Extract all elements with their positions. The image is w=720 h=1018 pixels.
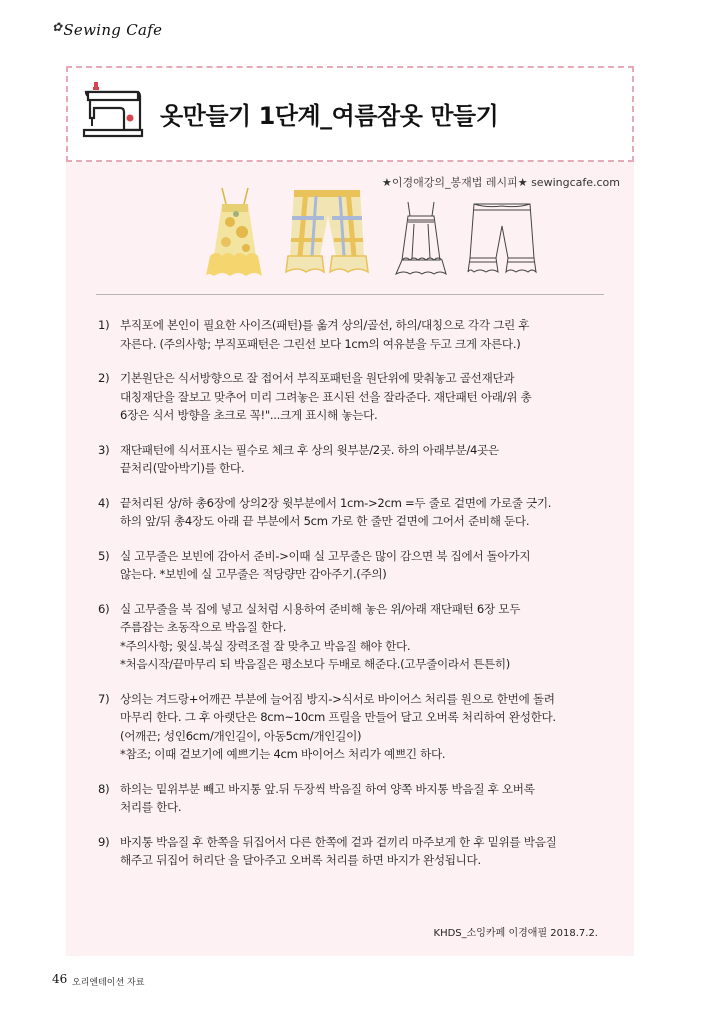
step-text: 않는다. *보빈에 실 고무줄은 적당량만 감아주기.(주의)	[120, 567, 387, 581]
logo-text: Sewing Cafe	[63, 21, 163, 39]
step-number: 5)	[98, 548, 110, 563]
step-text: 상의는 겨드랑+어깨끈 부분에 늘어짐 방지->식서로 바이어스 처리를 원으로 한번에 돌려	[120, 691, 555, 706]
step-text: 실 고무줄은 보빈에 감아서 준비->이때 실 고무줄은 많이 감으면 북 집에서 돌아가지	[120, 548, 531, 563]
step-item	[98, 833, 608, 870]
step-number: 4)	[98, 495, 110, 510]
step-text: 6장은 식서 방향을 초크로 꼭!"...크게 표시해 놓는다.	[120, 408, 378, 422]
pants-sketch	[466, 200, 538, 280]
step-number: 8)	[98, 781, 110, 796]
step-item	[98, 316, 608, 353]
step-number: 7)	[98, 691, 110, 706]
step-text: 해주고 뒤집어 허리단 을 달아주고 오버록 처리를 하면 바지가 완성됩니다.	[120, 853, 481, 867]
dress-sketch	[386, 200, 456, 280]
step-item	[98, 547, 608, 584]
sewing-machine-icon	[80, 78, 146, 144]
step-text: (어깨끈; 성인6cm/개인길이, 아동5cm/개인길이)	[120, 728, 362, 743]
step-text: 바지통 박음질 후 한쪽을 뒤집어서 다른 한쪽에 겉과 겉끼리 마주보게 한 후 밑위를 박음질	[120, 834, 557, 849]
page-source-label: 오리엔테이션 자료	[72, 978, 145, 988]
step-text: *처음시작/끝마무리 되 박음질은 평소보다 두배로 해준다.(고무줄이라서 튼튼히)	[120, 657, 511, 671]
step-item	[98, 494, 608, 531]
step-text: 마무리 한다. 그 후 아랫단은 8cm~10cm 프릴을 만들어 달고 오버록 처리하여 완성한다.	[120, 710, 556, 724]
step-number: 6)	[98, 601, 110, 616]
step-text: 끝처리(말아박기)를 한다.	[120, 461, 245, 475]
step-item	[98, 600, 608, 674]
step-number: 9)	[98, 834, 110, 849]
recipe-credit: ★이경애강의_봉재법 레시피★ sewingcafe.com	[381, 176, 620, 189]
step-text: 기본원단은 식서방향으로 잘 접어서 부직포패턴을 원단위에 맞춰놓고 골선재단과	[120, 371, 515, 385]
step-text: 하의 앞/뒤 총4장도 아래 끝 부분에서 5cm 가로 한 줄만 겉면에 그어서 준비해 둔다.	[120, 514, 530, 528]
page-title: 옷만들기 1단계_여름잠옷 만들기	[160, 102, 499, 130]
step-item	[98, 780, 608, 817]
step-text: 대칭재단을 잘보고 맞추어 미리 그려놓은 표시된 선을 잘라준다. 재단패턴 아래/위 총	[120, 389, 532, 404]
step-number: 2)	[98, 371, 110, 385]
bloomer-pants-photo	[284, 186, 370, 280]
step-text: 부직포에 본인이 필요한 사이즈(패턴)를 옮겨 상의/골선, 하의/대칭으로 각각 그린 후	[120, 318, 530, 332]
author-signature: KHDS_소잉카페 이경애필 2018.7.2.	[433, 928, 598, 939]
step-text: 처리를 한다.	[120, 800, 182, 814]
step-text: 재단패턴에 식서표시는 필수로 체크 후 상의 윗부분/2곳. 하의 아래부분/4곳은	[120, 442, 499, 457]
instruction-list	[98, 316, 608, 886]
section-divider	[96, 294, 604, 295]
sewing-cafe-logo	[52, 20, 162, 39]
step-text: 실 고무줄을 북 집에 넣고 실처럼 시용하여 준비해 놓은 위/아래 재단패턴 6장 모두	[120, 601, 521, 616]
step-text: 하의는 밑위부분 빼고 바지통 앞.뒤 두장씩 박음질 하여 양쪽 바지통 박음질 후 오버록	[120, 781, 535, 796]
step-text: *참조; 이때 겉보기에 예쁘기는 4cm 바이어스 처리가 예쁘긴 하다.	[120, 747, 446, 761]
step-number: 1)	[98, 318, 110, 332]
step-number: 3)	[98, 442, 110, 457]
step-text: 끝처리된 상/하 총6장에 상의2장 윗부분에서 1cm->2cm =두 줄로 겉면에 가로줄 긋기.	[120, 495, 552, 510]
step-item	[98, 441, 608, 478]
step-text: 자른다. (주의사항; 부직포패턴은 그린선 보다 1cm의 여유분을 두고 크게 자른다.)	[120, 336, 521, 351]
flower-icon: ✿	[52, 20, 63, 34]
step-item	[98, 690, 608, 764]
sleeveless-dress-photo	[196, 186, 274, 280]
page-number: 46	[52, 972, 68, 986]
step-item	[98, 369, 608, 425]
step-text: *주의사항; 윗실.북실 장력조절 잘 맞추고 박음질 해야 한다.	[120, 638, 411, 653]
step-text: 주름잡는 초동작으로 박음질 한다.	[120, 620, 287, 634]
